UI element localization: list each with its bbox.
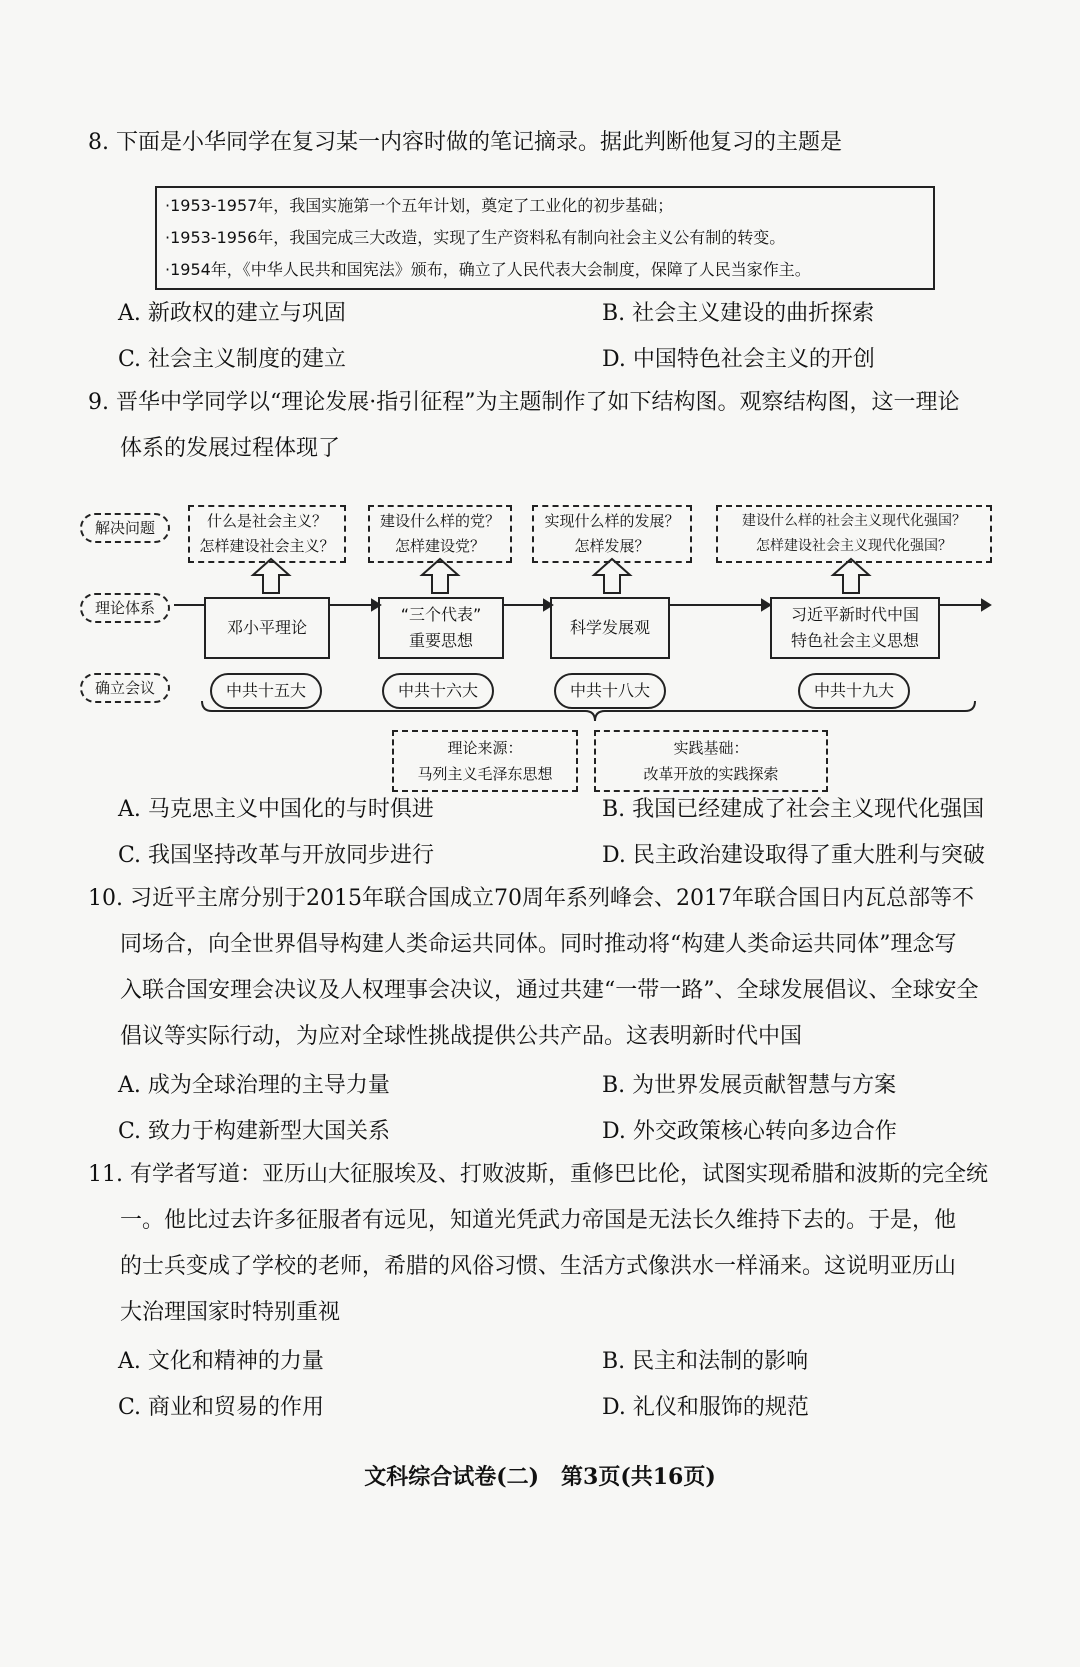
source-text: 马列主义毛泽东思想 <box>417 765 553 783</box>
problem-text: 什么是社会主义？ <box>206 512 327 530</box>
source-title: 实践基础： <box>673 739 749 757</box>
note-line: ·1953-1957年，我国实施第一个五年计划，奠定了工业化的初步基础； <box>165 196 674 215</box>
question-8-stem: 8. 下面是小华同学在复习某一内容时做的笔记摘录。据此判断他复习的主题是 <box>88 130 842 155</box>
option-b[interactable]: B. 我国已经建成了社会主义现代化强国 <box>602 797 985 822</box>
option-a[interactable]: A. 新政权的建立与巩固 <box>118 301 346 326</box>
question-9-stem-line2: 体系的发展过程体现了 <box>120 436 341 461</box>
theory-text: “三个代表” <box>400 605 482 624</box>
question-9 <box>88 380 1020 472</box>
problem-box <box>368 505 512 563</box>
row-label-problems: 解决问题 <box>80 513 170 543</box>
option-c[interactable]: C. 商业和贸易的作用 <box>118 1395 325 1420</box>
option-d[interactable]: D. 外交政策核心转向多边合作 <box>602 1119 897 1144</box>
option-b[interactable]: B. 民主和法制的影响 <box>602 1349 809 1374</box>
theory-box <box>550 597 670 659</box>
problem-box <box>716 505 992 563</box>
problem-text: 建设什么样的党？ <box>379 512 500 530</box>
theory-text: 邓小平理论 <box>226 618 307 637</box>
row-label-meetings: 确立会议 <box>80 673 170 703</box>
question-9-stem-line1: 9. 晋华中学同学以“理论发展·指引征程”为主题制作了如下结构图。观察结构图，这一理论 <box>88 390 960 415</box>
problem-box <box>532 505 692 563</box>
option-c[interactable]: C. 社会主义制度的建立 <box>118 347 347 372</box>
question-11-line: 11. 有学者写道：亚历山大征服埃及、打败波斯，重修巴比伦，试图实现希腊和波斯的完全统 <box>88 1162 988 1187</box>
question-10-line: 10. 习近平主席分别于2015年联合国成立70周年系列峰会、2017年联合国日内瓦总部等不 <box>88 886 974 911</box>
question-11 <box>88 1152 1020 1336</box>
source-text: 改革开放的实践探索 <box>643 765 779 783</box>
option-d[interactable]: D. 民主政治建设取得了重大胜利与突破 <box>602 843 985 868</box>
option-d[interactable]: D. 礼仪和服饰的规范 <box>602 1395 809 1420</box>
question-11-line: 一。他比过去许多征服者有远见，知道光凭武力帝国是无法长久维持下去的。于是，他 <box>120 1208 957 1233</box>
theory-source-box <box>392 730 578 792</box>
option-b[interactable]: B. 为世界发展贡献智慧与方案 <box>602 1073 897 1098</box>
question-10-line: 同场合，向全世界倡导构建人类命运共同体。同时推动将“构建人类命运共同体”理念写 <box>120 932 957 957</box>
question-10-line: 入联合国安理会决议及人权理事会决议，通过共建“一带一路”、全球发展倡议、全球安全 <box>120 978 979 1003</box>
question-11-line: 大治理国家时特别重视 <box>120 1300 341 1325</box>
problem-box <box>188 505 346 563</box>
note-line: ·1953-1956年，我国完成三大改造，实现了生产资料私有制向社会主义公有制的转变。 <box>165 228 786 247</box>
problem-text: 怎样建设社会主义？ <box>199 537 335 555</box>
question-10-line: 倡议等实际行动，为应对全球性挑战提供公共产品。这表明新时代中国 <box>120 1024 803 1049</box>
option-a[interactable]: A. 马克思主义中国化的与时俱进 <box>118 797 434 822</box>
problem-text: 怎样建设党？ <box>394 537 485 555</box>
meeting-badge: 中共十六大 <box>382 673 494 709</box>
option-a[interactable]: A. 文化和精神的力量 <box>118 1349 324 1374</box>
option-b[interactable]: B. 社会主义建设的曲折探索 <box>602 301 875 326</box>
option-c[interactable]: C. 我国坚持改革与开放同步进行 <box>118 843 435 868</box>
theory-text: 重要思想 <box>408 631 473 650</box>
theory-box <box>204 597 330 659</box>
option-a[interactable]: A. 成为全球治理的主导力量 <box>118 1073 390 1098</box>
practice-basis-box <box>594 730 828 792</box>
option-c[interactable]: C. 致力于构建新型大国关系 <box>118 1119 391 1144</box>
notes-box <box>155 186 935 290</box>
note-line: ·1954年，《中华人民共和国宪法》颁布，确立了人民代表大会制度，保障了人民当家作主。 <box>165 260 811 279</box>
question-11-line: 的士兵变成了学校的老师，希腊的风俗习惯、生活方式像洪水一样涌来。这说明亚历山 <box>120 1254 957 1279</box>
theory-text: 习近平新时代中国 <box>790 605 919 624</box>
structure-diagram <box>80 505 1040 825</box>
theory-text: 科学发展观 <box>569 618 650 637</box>
problem-text: 怎样发展？ <box>574 537 650 555</box>
row-label-theory: 理论体系 <box>80 593 170 623</box>
meeting-badge: 中共十八大 <box>554 673 666 709</box>
problem-text: 建设什么样的社会主义现代化强国？ <box>742 513 966 529</box>
theory-box <box>378 597 504 659</box>
theory-text: 特色社会主义思想 <box>790 631 919 650</box>
problem-text: 实现什么样的发展？ <box>544 512 680 530</box>
meeting-badge: 中共十五大 <box>210 673 322 709</box>
option-d[interactable]: D. 中国特色社会主义的开创 <box>602 347 875 372</box>
page-footer: 文科综合试卷(二) 第3页(共16页) <box>364 1464 716 1490</box>
question-10 <box>88 876 1020 1060</box>
question-8 <box>88 120 1020 166</box>
meeting-badge: 中共十九大 <box>798 673 910 709</box>
theory-box <box>770 597 940 659</box>
problem-text: 怎样建设社会主义现代化强国？ <box>756 538 952 554</box>
source-title: 理论来源： <box>447 739 523 757</box>
